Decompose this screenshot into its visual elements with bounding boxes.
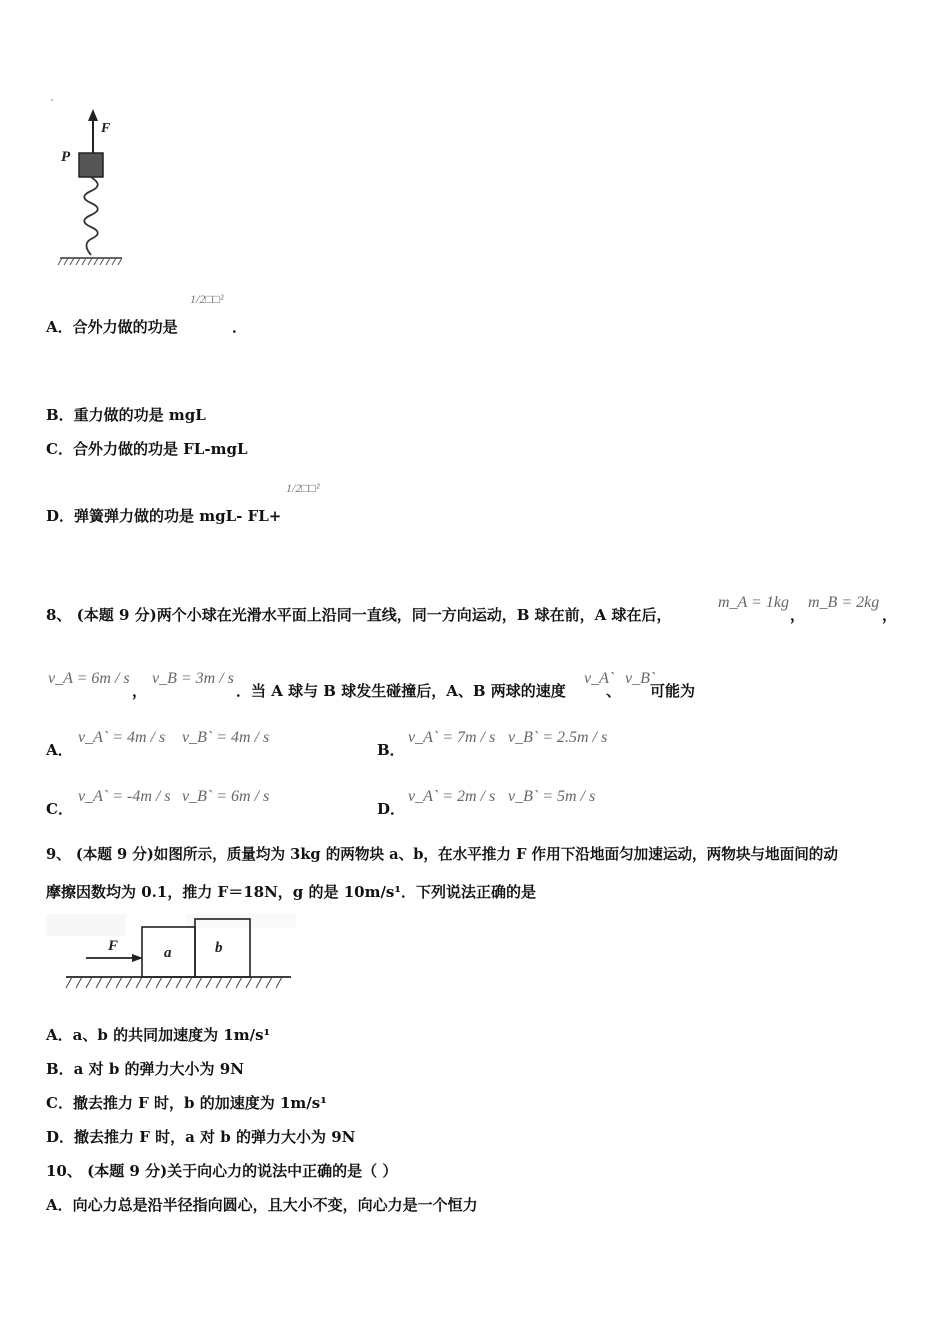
q7-option-c: C．合外力做的功是 FL-mgL: [46, 440, 248, 458]
q8-option-d-label: D．: [377, 800, 406, 818]
fig-block-b-label: b: [215, 940, 223, 956]
fig-block-a-label: a: [164, 945, 172, 961]
q8-velocity-a-prime: v_A`: [584, 670, 615, 687]
q10-option-a: A．向心力总是沿半径指向圆心，且大小不变，向心力是一个恒力: [46, 1196, 478, 1214]
q8-comma-2: ，: [882, 606, 898, 624]
q7-option-d: D．弹簧弹力做的功是 mgL- FL+: [46, 507, 282, 525]
q8-stem-line2: ．当 A 球与 B 球发生碰撞后，A、B 两球的速度: [236, 682, 566, 700]
q9-option-b: B．a 对 b 的弹力大小为 9N: [46, 1060, 244, 1078]
q8-option-d-va: v_A` = 2m / s: [408, 788, 496, 805]
fig-force-label: F: [108, 938, 119, 954]
q8-option-b-label: B．: [377, 741, 405, 759]
blocks-figure: [46, 914, 296, 996]
q7-option-d-fraction: 1/2□□²: [286, 481, 320, 495]
force-label: F: [101, 121, 111, 136]
spring-block-figure: [40, 95, 140, 275]
q9-option-d: D．撤去推力 F 时，a 对 b 的弹力大小为 9N: [46, 1128, 356, 1146]
q8-velocity-b: v_B = 3m / s: [152, 670, 234, 687]
q8-option-b-vb: v_B` = 2.5m / s: [508, 729, 608, 746]
block-label: P: [61, 149, 71, 165]
q8-option-a-va: v_A` = 4m / s: [78, 729, 166, 746]
q8-velocity-a: v_A = 6m / s: [48, 670, 130, 687]
q8-comma-1: ，: [790, 606, 806, 624]
q8-stem-line2-end: 可能为: [650, 682, 696, 700]
q7-option-a-fraction: 1/2□□²: [190, 292, 224, 306]
q9-stem-line2: 摩擦因数均为 0.1，推力 F＝18N，g 的是 10m/s¹．下列说法正确的是: [46, 883, 536, 901]
q9-option-a: A．a、b 的共同加速度为 1m/s¹: [46, 1026, 271, 1044]
q8-mass-b: m_B = 2kg: [808, 594, 880, 611]
q8-option-c-label: C．: [46, 800, 73, 818]
q7-option-a-suffix: ．: [232, 318, 248, 336]
q8-stem-line1: 8、 (本题 9 分)两个小球在光滑水平面上沿同一直线，同一方向运动，B 球在前，A 球在后，: [46, 606, 672, 624]
q8-option-d-vb: v_B` = 5m / s: [508, 788, 596, 805]
q7-option-a-text: A．合外力做的功是: [46, 318, 178, 336]
q8-velocity-b-prime: v_B`: [625, 670, 656, 687]
q8-option-c-va: v_A` = -4m / s: [78, 788, 171, 805]
q8-mass-a: m_A = 1kg: [718, 594, 789, 611]
q9-option-c: C．撤去推力 F 时，b 的加速度为 1m/s¹: [46, 1094, 327, 1112]
q9-stem-line1: 9、 (本题 9 分)如图所示，质量均为 3kg 的两物块 a、b，在水平推力 F 作用下沿地面匀加速运动，两物块与地面间的动: [46, 846, 838, 863]
q8-option-b-va: v_A` = 7m / s: [408, 729, 496, 746]
q10-stem: 10、 (本题 9 分)关于向心力的说法中正确的是（ ）: [46, 1162, 398, 1180]
q8-option-a-label: A．: [46, 741, 73, 759]
q8-separator: 、: [606, 682, 622, 700]
q8-comma-3: ，: [132, 682, 148, 700]
q8-option-a-vb: v_B` = 4m / s: [182, 729, 270, 746]
q7-option-b: B．重力做的功是 mgL: [46, 406, 206, 424]
q8-option-c-vb: v_B` = 6m / s: [182, 788, 270, 805]
q7-option-a: [46, 317, 178, 337]
